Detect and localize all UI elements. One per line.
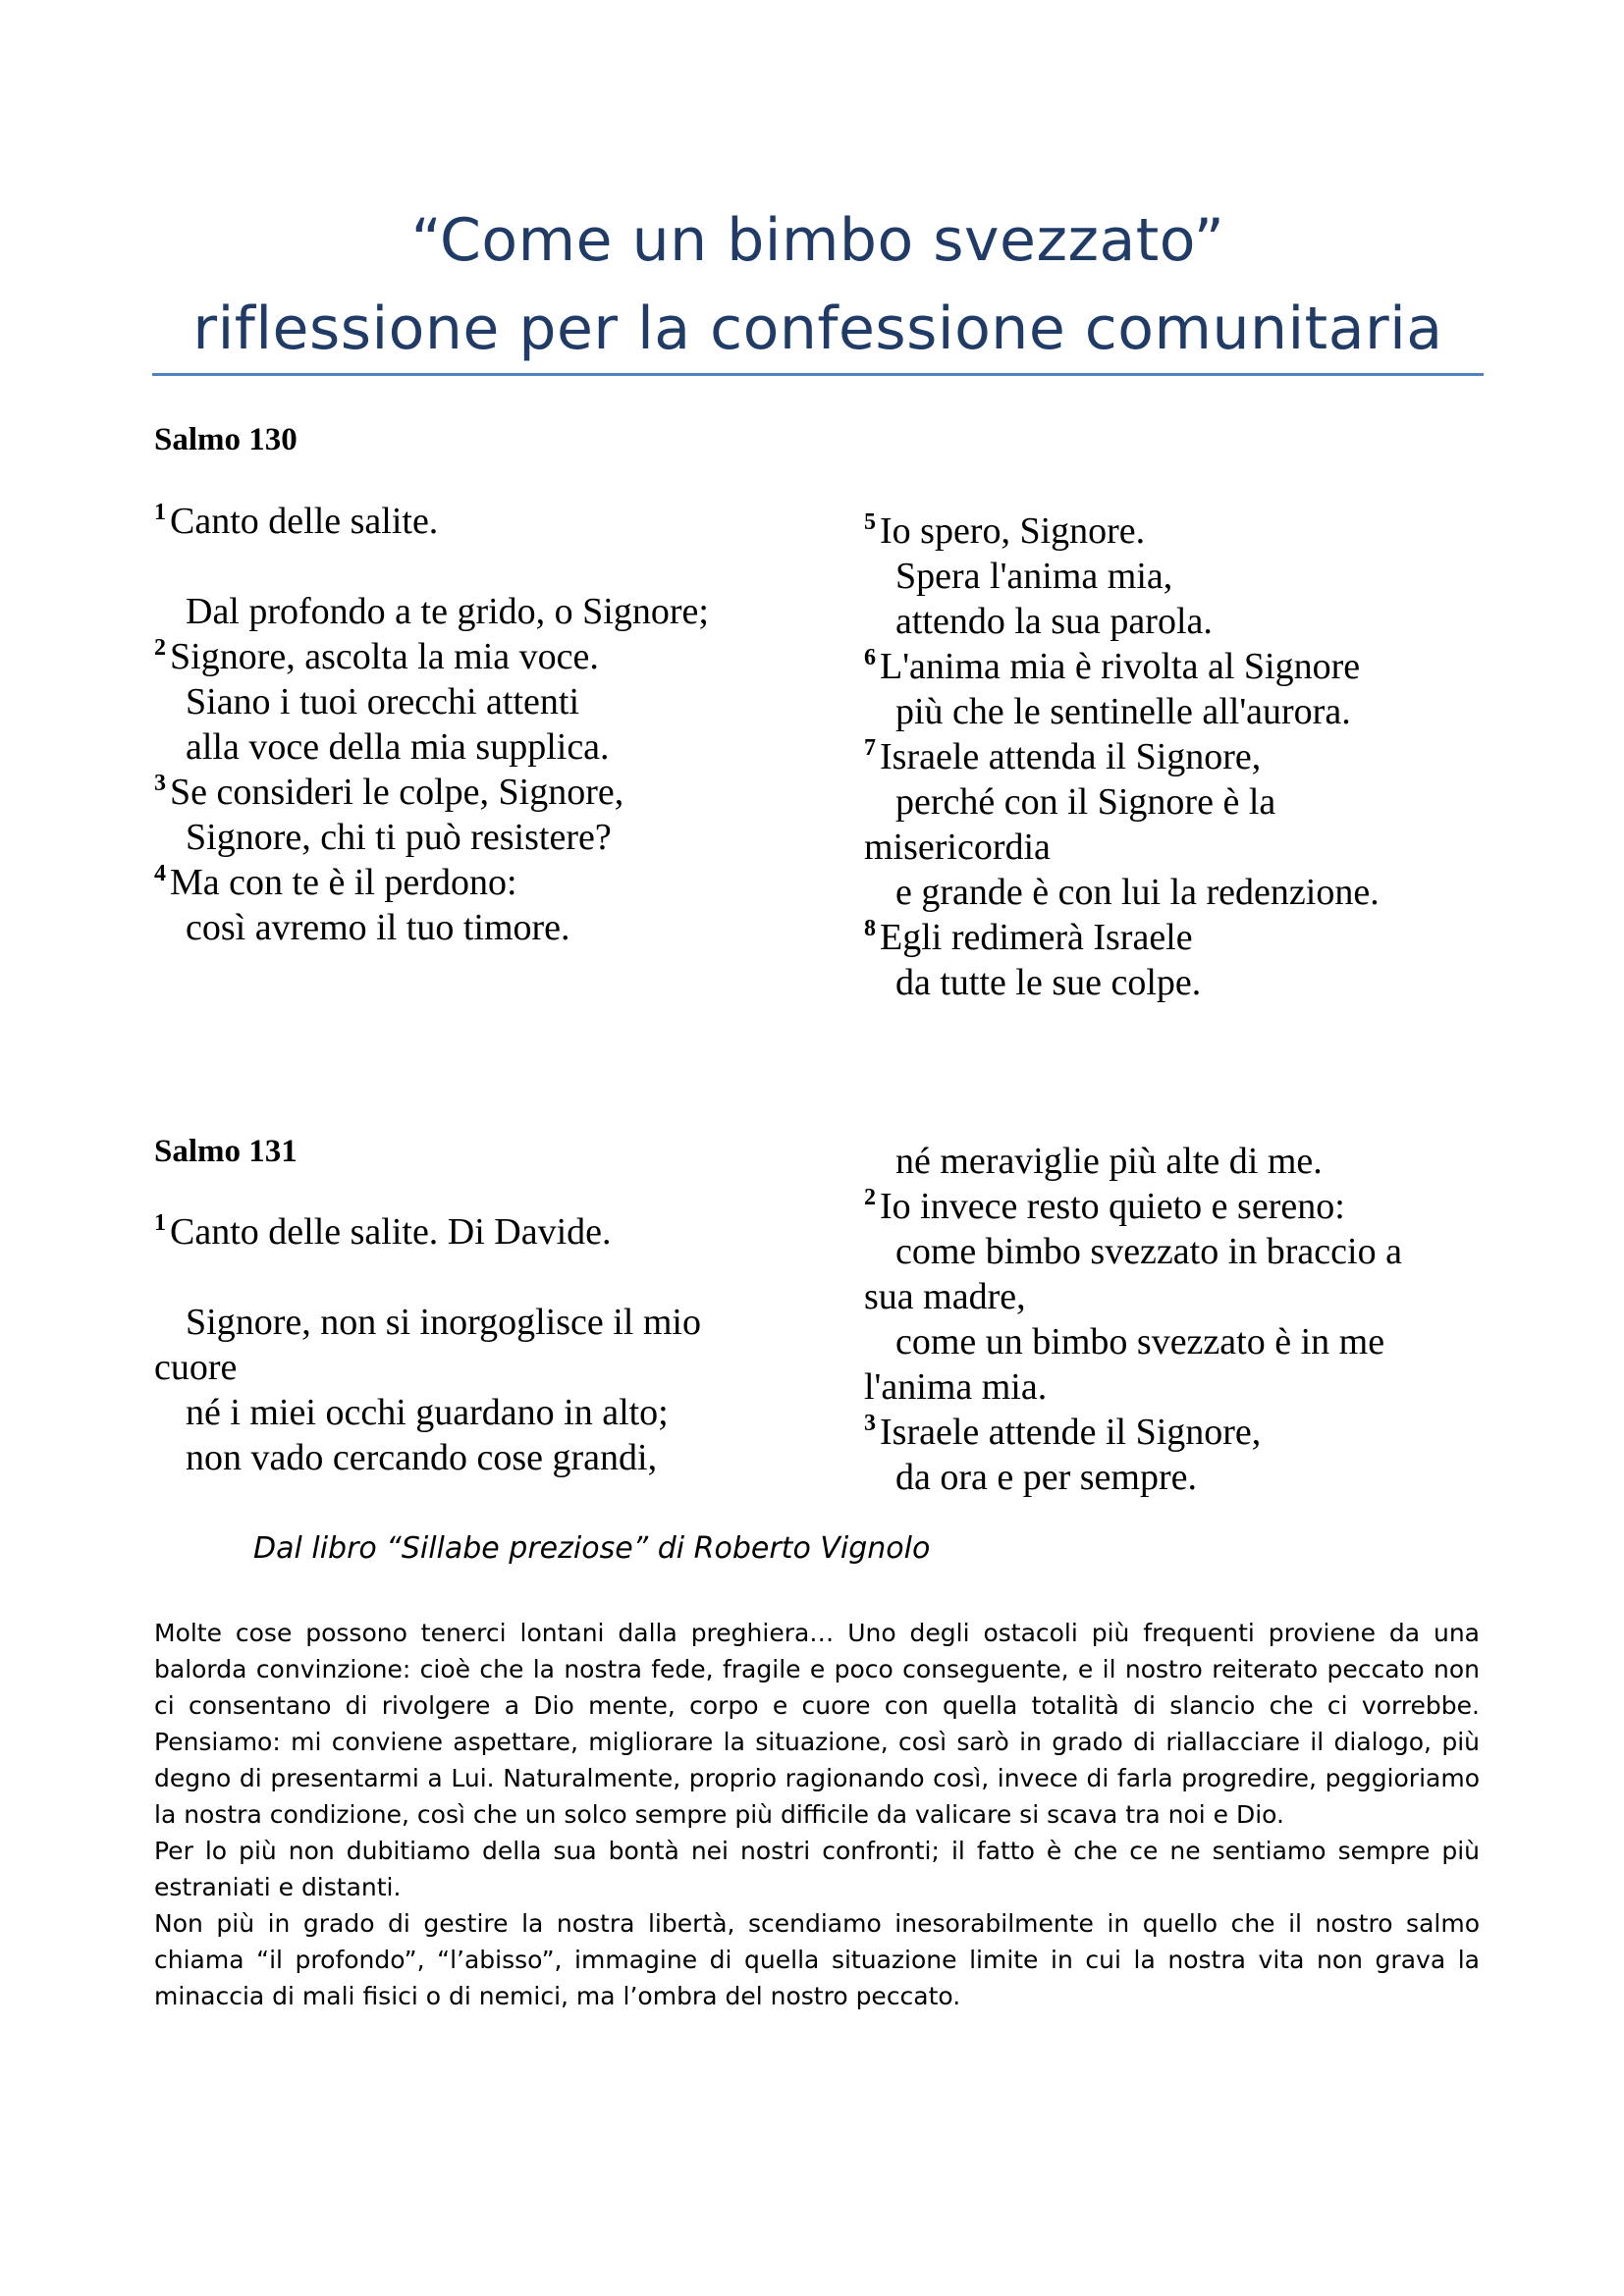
verse-text: Io invece resto quieto e sereno: bbox=[880, 1186, 1345, 1227]
psalm-130-right-column bbox=[864, 508, 1380, 1005]
verse-text: Signore, non si inorgoglisce il mio bbox=[186, 1302, 701, 1343]
verse-text: più che le sentinelle all'aurora. bbox=[895, 691, 1351, 732]
verse-text: Signore, ascolta la mia voce. bbox=[170, 636, 599, 677]
verse-number: 2 bbox=[154, 635, 166, 662]
verse-line bbox=[154, 1345, 701, 1390]
verse-text: Dal profondo a te grido, o Signore; bbox=[186, 591, 709, 632]
psalm-131-heading: Salmo 131 bbox=[154, 1134, 298, 1169]
verse-number: 3 bbox=[864, 1411, 876, 1437]
verse-line bbox=[864, 734, 1380, 779]
verse-line bbox=[154, 1209, 701, 1255]
verse-line bbox=[864, 1319, 1402, 1364]
verse-text: e grande è con lui la redenzione. bbox=[895, 872, 1380, 913]
verse-text: Canto delle salite. bbox=[170, 501, 439, 542]
verse-text: Ma con te è il perdono: bbox=[170, 862, 517, 903]
psalm-130-heading: Salmo 130 bbox=[154, 422, 298, 457]
verse-text: né meraviglie più alte di me. bbox=[895, 1141, 1323, 1182]
verse-text: Io spero, Signore. bbox=[880, 510, 1146, 552]
verse-text: L'anima mia è rivolta al Signore bbox=[880, 646, 1361, 687]
verse-text: Signore, chi ti può resistere? bbox=[186, 817, 612, 858]
verse-number: 3 bbox=[154, 771, 166, 797]
verse-line bbox=[154, 1300, 701, 1345]
verse-line bbox=[864, 644, 1380, 689]
verse-text: Siano i tuoi orecchi attenti bbox=[186, 681, 580, 722]
verse-text: perché con il Signore è la bbox=[895, 781, 1276, 823]
verse-line bbox=[154, 815, 709, 860]
verse-text: non vado cercando cose grandi, bbox=[186, 1437, 658, 1478]
verse-text: da tutte le sue colpe. bbox=[895, 962, 1202, 1003]
verse-text: Spera l'anima mia, bbox=[895, 556, 1173, 597]
verse-line bbox=[864, 1455, 1402, 1500]
paragraph: Non più in grado di gestire la nostra libertà, scendiamo inesorabilmente in quello che il nostro salmo chiama “il profondo”, “l’abisso”, immagine di quella situazione limite in cui la nostra vita non grava la minaccia di mali fisici o di nemici, ma l’ombra del nostro peccato. bbox=[154, 1909, 1480, 2010]
document-title bbox=[152, 196, 1484, 373]
verse-line bbox=[154, 770, 709, 815]
source-attribution: Dal libro “Sillabe preziose” di Roberto Vignolo bbox=[253, 1531, 931, 1566]
verse-text: sua madre, bbox=[864, 1276, 1026, 1317]
verse-line bbox=[864, 1364, 1402, 1410]
verse-text: l'anima mia. bbox=[864, 1366, 1048, 1408]
verse-line bbox=[154, 1390, 701, 1435]
paragraph: Per lo più non dubitiamo della sua bontà nei nostri confronti; il fatto è che ce ne sentiamo sempre più estraniati e distanti. bbox=[154, 1837, 1480, 1901]
title-divider bbox=[152, 373, 1484, 376]
verse-line bbox=[864, 960, 1380, 1005]
verse-line bbox=[864, 554, 1380, 599]
verse-line bbox=[154, 634, 709, 679]
verse-number: 7 bbox=[864, 735, 876, 762]
verse-line bbox=[864, 1229, 1402, 1274]
verse-line bbox=[154, 679, 709, 724]
verse-line bbox=[864, 779, 1380, 825]
verse-text: cuore bbox=[154, 1347, 238, 1388]
psalm-131-right-column bbox=[864, 1139, 1402, 1500]
verse-text: come un bimbo svezzato è in me bbox=[895, 1321, 1385, 1362]
verse-line bbox=[864, 1139, 1402, 1184]
blank-line bbox=[154, 1255, 701, 1300]
psalm-130-left-column bbox=[154, 499, 709, 950]
verse-text: alla voce della mia supplica. bbox=[186, 726, 610, 768]
verse-line bbox=[864, 689, 1380, 734]
verse-text: Canto delle salite. Di Davide. bbox=[170, 1211, 612, 1253]
verse-line bbox=[154, 724, 709, 770]
verse-text: da ora e per sempre. bbox=[895, 1457, 1198, 1498]
verse-line bbox=[864, 1410, 1402, 1455]
verse-number: 6 bbox=[864, 645, 876, 671]
verse-line bbox=[154, 1435, 701, 1480]
reflection-text bbox=[154, 1615, 1480, 2014]
verse-number: 8 bbox=[864, 916, 876, 942]
verse-line bbox=[864, 825, 1380, 870]
verse-line bbox=[154, 860, 709, 905]
verse-line bbox=[864, 870, 1380, 915]
verse-number: 1 bbox=[154, 500, 166, 526]
verse-line bbox=[864, 508, 1380, 554]
title-line-1: “Come un bimbo svezzato” bbox=[410, 206, 1225, 275]
verse-text: Egli redimerà Israele bbox=[880, 917, 1193, 958]
title-line-2: riflessione per la confessione comunitaria bbox=[192, 294, 1443, 363]
verse-number: 1 bbox=[154, 1210, 166, 1237]
blank-line bbox=[154, 544, 709, 589]
psalm-131-left-column bbox=[154, 1209, 701, 1480]
verse-text: così avremo il tuo timore. bbox=[186, 907, 570, 948]
verse-text: come bimbo svezzato in braccio a bbox=[895, 1231, 1402, 1272]
verse-text: Israele attenda il Signore, bbox=[880, 736, 1262, 777]
verse-line bbox=[864, 1184, 1402, 1229]
verse-line bbox=[154, 499, 709, 544]
verse-text: attendo la sua parola. bbox=[895, 601, 1213, 642]
paragraph: Molte cose possono tenerci lontani dalla preghiera… Uno degli ostacoli più frequenti proviene da una balorda convinzione: cioè che la nostra fede, fragile e poco conseguente, e il nostro reiterato peccato non ci consentano di rivolgere a Dio mente, corpo e cuore con quella totalità di slancio che ci vorrebbe. Pensiamo: mi conviene aspettare, migliorare la situazione, così sarò in grado di riallacciare il dialogo, più degno di presentarmi a Lui. Naturalmente, proprio ragionando così, invece di farla progredire, peggioriamo la nostra condizione, così che un solco sempre più difficile da valicare si scava tra noi e Dio. bbox=[154, 1619, 1480, 1829]
verse-text: Israele attende il Signore, bbox=[880, 1412, 1262, 1453]
verse-line bbox=[864, 915, 1380, 960]
verse-number: 2 bbox=[864, 1185, 876, 1211]
verse-text: Se consideri le colpe, Signore, bbox=[170, 772, 624, 813]
verse-line bbox=[154, 589, 709, 634]
verse-line bbox=[864, 599, 1380, 644]
verse-line bbox=[864, 1274, 1402, 1319]
verse-number: 5 bbox=[864, 509, 876, 536]
verse-text: misericordia bbox=[864, 827, 1051, 868]
verse-number: 4 bbox=[154, 861, 166, 887]
verse-line bbox=[154, 905, 709, 950]
verse-text: né i miei occhi guardano in alto; bbox=[186, 1392, 669, 1433]
